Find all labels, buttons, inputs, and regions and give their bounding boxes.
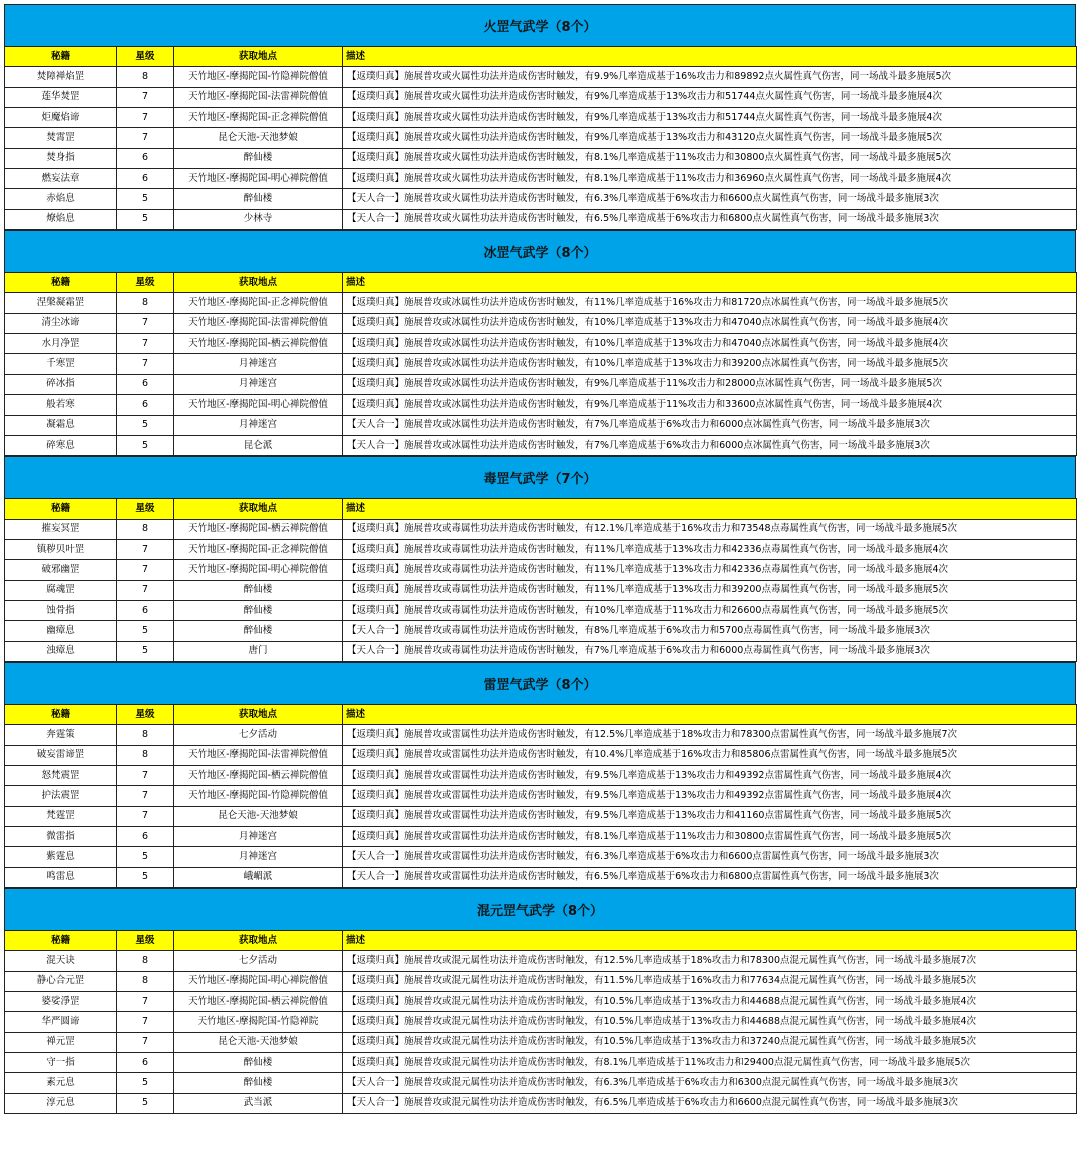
cell-desc: 【天人合一】施展普攻或混元属性功法并造成伤害时触发，有6.5%几率造成基于6%攻击力和6600点混元属性真气伤害，同一场战斗最多施展3次 <box>343 1093 1077 1113</box>
cell-desc: 【返璞归真】施展普攻或毒属性功法并造成伤害时触发，有12.1%几率造成基于16%攻击力和73548点毒属性真气伤害，同一场战斗最多施展5次 <box>343 519 1077 539</box>
header-secret: 秘籍 <box>5 931 117 951</box>
cell-name: 护法震罡 <box>5 786 117 806</box>
header-desc: 描述 <box>343 47 1077 67</box>
cell-desc: 【返璞归真】施展普攻或冰属性功法并造成伤害时触发，有10%几率造成基于13%攻击力和39200点冰属性真气伤害，同一场战斗最多施展5次 <box>343 354 1077 374</box>
cell-location: 天竹地区-摩揭陀国-栖云禅院僧值 <box>174 992 343 1012</box>
cell-star: 7 <box>117 1032 174 1052</box>
cell-desc: 【返璞归真】施展普攻或冰属性功法并造成伤害时触发，有11%几率造成基于16%攻击力和81720点冰属性真气伤害，同一场战斗最多施展5次 <box>343 293 1077 313</box>
cell-location: 峨嵋派 <box>174 867 343 887</box>
cell-star: 7 <box>117 786 174 806</box>
section-title: 混元罡气武学（8个） <box>4 888 1076 930</box>
cell-desc: 【返璞归真】施展普攻或雷属性功法并造成伤害时触发，有12.5%几率造成基于18%攻击力和78300点雷属性真气伤害，同一场战斗最多施展7次 <box>343 725 1077 745</box>
header-star: 星级 <box>117 931 174 951</box>
cell-location: 少林寺 <box>174 209 343 229</box>
cell-name: 镇秽贝叶罡 <box>5 539 117 559</box>
cell-location: 醉仙楼 <box>174 148 343 168</box>
cell-name: 焚霄罡 <box>5 128 117 148</box>
cell-star: 6 <box>117 827 174 847</box>
cell-star: 8 <box>117 293 174 313</box>
table-row <box>5 108 1077 128</box>
cell-desc: 【返璞归真】施展普攻或毒属性功法并造成伤害时触发，有10%几率造成基于11%攻击力和26600点毒属性真气伤害，同一场战斗最多施展5次 <box>343 600 1077 620</box>
table-row <box>5 1093 1077 1113</box>
cell-star: 8 <box>117 745 174 765</box>
skill-table <box>4 930 1077 1114</box>
cell-star: 8 <box>117 971 174 991</box>
header-desc: 描述 <box>343 499 1077 519</box>
cell-name: 碎冰指 <box>5 374 117 394</box>
cell-star: 7 <box>117 580 174 600</box>
cell-desc: 【返璞归真】施展普攻或雷属性功法并造成伤害时触发，有9.5%几率造成基于13%攻击力和49392点雷属性真气伤害，同一场战斗最多施展4次 <box>343 786 1077 806</box>
cell-name: 千寒罡 <box>5 354 117 374</box>
cell-star: 5 <box>117 867 174 887</box>
cell-name: 赤焰息 <box>5 189 117 209</box>
header-secret: 秘籍 <box>5 273 117 293</box>
cell-location: 天竹地区-摩揭陀国-法雷禅院僧值 <box>174 313 343 333</box>
header-row <box>5 273 1077 293</box>
cell-star: 6 <box>117 600 174 620</box>
cell-desc: 【返璞归真】施展普攻或混元属性功法并造成伤害时触发，有10.5%几率造成基于13%攻击力和37240点混元属性真气伤害，同一场战斗最多施展5次 <box>343 1032 1077 1052</box>
cell-location: 醉仙楼 <box>174 580 343 600</box>
cell-location: 天竹地区-摩揭陀国-栖云禅院僧值 <box>174 519 343 539</box>
cell-star: 6 <box>117 1053 174 1073</box>
cell-desc: 【返璞归真】施展普攻或毒属性功法并造成伤害时触发，有11%几率造成基于13%攻击力和39200点毒属性真气伤害，同一场战斗最多施展5次 <box>343 580 1077 600</box>
cell-desc: 【返璞归真】施展普攻或混元属性功法并造成伤害时触发，有12.5%几率造成基于18%攻击力和78300点混元属性真气伤害，同一场战斗最多施展7次 <box>343 951 1077 971</box>
cell-name: 守一指 <box>5 1053 117 1073</box>
cell-desc: 【返璞归真】施展普攻或雷属性功法并造成伤害时触发，有10.4%几率造成基于16%攻击力和85806点雷属性真气伤害，同一场战斗最多施展5次 <box>343 745 1077 765</box>
header-row <box>5 704 1077 724</box>
table-row <box>5 1053 1077 1073</box>
skill-table <box>4 272 1077 456</box>
cell-star: 5 <box>117 1093 174 1113</box>
cell-star: 6 <box>117 148 174 168</box>
table-row <box>5 87 1077 107</box>
cell-location: 天竹地区-摩揭陀国-明心禅院僧值 <box>174 971 343 991</box>
cell-desc: 【天人合一】施展普攻或雷属性功法并造成伤害时触发，有6.3%几率造成基于6%攻击力和6600点雷属性真气伤害，同一场战斗最多施展3次 <box>343 847 1077 867</box>
cell-name: 鸣雷息 <box>5 867 117 887</box>
cell-name: 紫霆息 <box>5 847 117 867</box>
cell-location: 月神迷宫 <box>174 847 343 867</box>
cell-desc: 【返璞归真】施展普攻或毒属性功法并造成伤害时触发，有11%几率造成基于13%攻击力和42336点毒属性真气伤害，同一场战斗最多施展4次 <box>343 560 1077 580</box>
section <box>4 230 1076 456</box>
cell-name: 炬魔焰谛 <box>5 108 117 128</box>
cell-location: 天竹地区-摩揭陀国-法雷禅院僧值 <box>174 745 343 765</box>
table-row <box>5 745 1077 765</box>
section-title: 雷罡气武学（8个） <box>4 662 1076 704</box>
spreadsheet <box>4 4 1076 1114</box>
cell-desc: 【返璞归真】施展普攻或雷属性功法并造成伤害时触发，有8.1%几率造成基于11%攻击力和30800点雷属性真气伤害，同一场战斗最多施展5次 <box>343 827 1077 847</box>
table-row <box>5 67 1077 87</box>
cell-location: 月神迷宫 <box>174 415 343 435</box>
header-location: 获取地点 <box>174 931 343 951</box>
cell-star: 7 <box>117 313 174 333</box>
cell-name: 梵霆罡 <box>5 806 117 826</box>
section-title: 冰罡气武学（8个） <box>4 230 1076 272</box>
cell-star: 6 <box>117 169 174 189</box>
table-row <box>5 600 1077 620</box>
cell-location: 七夕活动 <box>174 951 343 971</box>
cell-star: 7 <box>117 128 174 148</box>
cell-name: 怒梵震罡 <box>5 765 117 785</box>
cell-star: 7 <box>117 87 174 107</box>
cell-name: 浊瘴息 <box>5 641 117 661</box>
cell-desc: 【返璞归真】施展普攻或火属性功法并造成伤害时触发，有9.9%几率造成基于16%攻击力和89892点火属性真气伤害，同一场战斗最多施展5次 <box>343 67 1077 87</box>
cell-location: 天竹地区-摩揭陀国-明心禅院僧值 <box>174 169 343 189</box>
table-row <box>5 293 1077 313</box>
cell-desc: 【返璞归真】施展普攻或火属性功法并造成伤害时触发，有9%几率造成基于13%攻击力和51744点火属性真气伤害，同一场战斗最多施展4次 <box>343 87 1077 107</box>
cell-star: 5 <box>117 847 174 867</box>
table-row <box>5 374 1077 394</box>
header-row <box>5 499 1077 519</box>
cell-location: 天竹地区-摩揭陀国-栖云禅院僧值 <box>174 334 343 354</box>
cell-star: 5 <box>117 641 174 661</box>
table-row <box>5 992 1077 1012</box>
skill-table <box>4 704 1077 888</box>
cell-desc: 【返璞归真】施展普攻或雷属性功法并造成伤害时触发，有9.5%几率造成基于13%攻击力和49392点雷属性真气伤害，同一场战斗最多施展4次 <box>343 765 1077 785</box>
table-row <box>5 580 1077 600</box>
cell-location: 昆仑派 <box>174 435 343 455</box>
cell-name: 素元息 <box>5 1073 117 1093</box>
cell-name: 清尘冰谛 <box>5 313 117 333</box>
cell-name: 微雷指 <box>5 827 117 847</box>
cell-star: 7 <box>117 806 174 826</box>
table-row <box>5 560 1077 580</box>
cell-desc: 【返璞归真】施展普攻或火属性功法并造成伤害时触发，有8.1%几率造成基于11%攻击力和36960点火属性真气伤害，同一场战斗最多施展4次 <box>343 169 1077 189</box>
header-secret: 秘籍 <box>5 499 117 519</box>
header-location: 获取地点 <box>174 704 343 724</box>
cell-location: 天竹地区-摩揭陀国-竹隐禅院 <box>174 1012 343 1032</box>
cell-location: 醉仙楼 <box>174 189 343 209</box>
cell-name: 涅槃凝霜罡 <box>5 293 117 313</box>
cell-name: 焚障禅焰罡 <box>5 67 117 87</box>
table-row <box>5 621 1077 641</box>
header-secret: 秘籍 <box>5 47 117 67</box>
header-desc: 描述 <box>343 931 1077 951</box>
table-row <box>5 435 1077 455</box>
section <box>4 888 1076 1114</box>
cell-desc: 【返璞归真】施展普攻或毒属性功法并造成伤害时触发，有11%几率造成基于13%攻击力和42336点毒属性真气伤害，同一场战斗最多施展4次 <box>343 539 1077 559</box>
table-row <box>5 519 1077 539</box>
cell-name: 破邪幽罡 <box>5 560 117 580</box>
cell-star: 7 <box>117 992 174 1012</box>
header-star: 星级 <box>117 499 174 519</box>
table-row <box>5 1073 1077 1093</box>
header-location: 获取地点 <box>174 47 343 67</box>
cell-star: 8 <box>117 725 174 745</box>
cell-desc: 【返璞归真】施展普攻或冰属性功法并造成伤害时触发，有9%几率造成基于11%攻击力和28000点冰属性真气伤害，同一场战斗最多施展5次 <box>343 374 1077 394</box>
cell-star: 6 <box>117 374 174 394</box>
cell-name: 混天诀 <box>5 951 117 971</box>
cell-desc: 【天人合一】施展普攻或雷属性功法并造成伤害时触发，有6.5%几率造成基于6%攻击力和6800点雷属性真气伤害，同一场战斗最多施展3次 <box>343 867 1077 887</box>
cell-name: 华严圆谛 <box>5 1012 117 1032</box>
cell-star: 7 <box>117 334 174 354</box>
cell-location: 天竹地区-摩揭陀国-正念禅院僧值 <box>174 539 343 559</box>
cell-location: 月神迷宫 <box>174 827 343 847</box>
header-location: 获取地点 <box>174 499 343 519</box>
cell-name: 燎焰息 <box>5 209 117 229</box>
cell-name: 摧妄冥罡 <box>5 519 117 539</box>
cell-desc: 【返璞归真】施展普攻或冰属性功法并造成伤害时触发，有10%几率造成基于13%攻击力和47040点冰属性真气伤害，同一场战斗最多施展4次 <box>343 334 1077 354</box>
cell-star: 5 <box>117 415 174 435</box>
cell-desc: 【天人合一】施展普攻或火属性功法并造成伤害时触发，有6.5%几率造成基于6%攻击力和6800点火属性真气伤害，同一场战斗最多施展3次 <box>343 209 1077 229</box>
cell-desc: 【返璞归真】施展普攻或火属性功法并造成伤害时触发，有9%几率造成基于13%攻击力和43120点火属性真气伤害，同一场战斗最多施展5次 <box>343 128 1077 148</box>
table-row <box>5 415 1077 435</box>
cell-location: 天竹地区-摩揭陀国-竹隐禅院僧值 <box>174 786 343 806</box>
cell-star: 7 <box>117 539 174 559</box>
table-row <box>5 334 1077 354</box>
cell-desc: 【返璞归真】施展普攻或混元属性功法并造成伤害时触发，有8.1%几率造成基于11%攻击力和29400点混元属性真气伤害，同一场战斗最多施展5次 <box>343 1053 1077 1073</box>
cell-name: 腐魂罡 <box>5 580 117 600</box>
table-row <box>5 847 1077 867</box>
cell-star: 5 <box>117 1073 174 1093</box>
table-row <box>5 765 1077 785</box>
table-row <box>5 971 1077 991</box>
cell-star: 8 <box>117 67 174 87</box>
cell-name: 幽瘴息 <box>5 621 117 641</box>
cell-name: 奔霆策 <box>5 725 117 745</box>
cell-location: 昆仑天池-天池梦娘 <box>174 1032 343 1052</box>
cell-location: 昆仑天池-天池梦娘 <box>174 128 343 148</box>
skill-table <box>4 46 1077 230</box>
cell-name: 焚身指 <box>5 148 117 168</box>
cell-location: 醉仙楼 <box>174 1053 343 1073</box>
cell-name: 水月净罡 <box>5 334 117 354</box>
cell-location: 月神迷宫 <box>174 374 343 394</box>
table-row <box>5 539 1077 559</box>
table-row <box>5 395 1077 415</box>
table-row <box>5 1032 1077 1052</box>
table-row <box>5 641 1077 661</box>
cell-desc: 【天人合一】施展普攻或冰属性功法并造成伤害时触发，有7%几率造成基于6%攻击力和6000点冰属性真气伤害，同一场战斗最多施展3次 <box>343 415 1077 435</box>
cell-name: 般若寒 <box>5 395 117 415</box>
cell-star: 8 <box>117 951 174 971</box>
table-row <box>5 827 1077 847</box>
cell-location: 天竹地区-摩揭陀国-正念禅院僧值 <box>174 293 343 313</box>
cell-desc: 【返璞归真】施展普攻或混元属性功法并造成伤害时触发，有10.5%几率造成基于13%攻击力和44688点混元属性真气伤害，同一场战斗最多施展4次 <box>343 1012 1077 1032</box>
table-row <box>5 128 1077 148</box>
header-star: 星级 <box>117 704 174 724</box>
cell-name: 静心合元罡 <box>5 971 117 991</box>
cell-name: 淳元息 <box>5 1093 117 1113</box>
cell-star: 7 <box>117 560 174 580</box>
cell-location: 醉仙楼 <box>174 600 343 620</box>
cell-desc: 【返璞归真】施展普攻或冰属性功法并造成伤害时触发，有10%几率造成基于13%攻击力和47040点冰属性真气伤害，同一场战斗最多施展4次 <box>343 313 1077 333</box>
table-row <box>5 806 1077 826</box>
cell-name: 破妄雷谛罡 <box>5 745 117 765</box>
cell-desc: 【返璞归真】施展普攻或混元属性功法并造成伤害时触发，有11.5%几率造成基于16%攻击力和77634点混元属性真气伤害，同一场战斗最多施展5次 <box>343 971 1077 991</box>
header-star: 星级 <box>117 47 174 67</box>
cell-location: 天竹地区-摩揭陀国-竹隐禅院僧值 <box>174 67 343 87</box>
table-row <box>5 786 1077 806</box>
cell-location: 醉仙楼 <box>174 621 343 641</box>
cell-star: 7 <box>117 1012 174 1032</box>
cell-location: 昆仑天池-天池梦娘 <box>174 806 343 826</box>
cell-desc: 【返璞归真】施展普攻或火属性功法并造成伤害时触发，有8.1%几率造成基于11%攻击力和30800点火属性真气伤害，同一场战斗最多施展5次 <box>343 148 1077 168</box>
header-row <box>5 47 1077 67</box>
cell-name: 碎寒息 <box>5 435 117 455</box>
cell-name: 燃妄法章 <box>5 169 117 189</box>
table-row <box>5 169 1077 189</box>
cell-desc: 【天人合一】施展普攻或混元属性功法并造成伤害时触发，有6.3%几率造成基于6%攻击力和6300点混元属性真气伤害，同一场战斗最多施展3次 <box>343 1073 1077 1093</box>
cell-name: 凝霜息 <box>5 415 117 435</box>
table-row <box>5 313 1077 333</box>
table-row <box>5 1012 1077 1032</box>
skill-table <box>4 498 1077 662</box>
table-row <box>5 148 1077 168</box>
cell-name: 莲华焚罡 <box>5 87 117 107</box>
cell-desc: 【天人合一】施展普攻或毒属性功法并造成伤害时触发，有7%几率造成基于6%攻击力和6000点毒属性真气伤害，同一场战斗最多施展3次 <box>343 641 1077 661</box>
cell-desc: 【返璞归真】施展普攻或冰属性功法并造成伤害时触发，有9%几率造成基于11%攻击力和33600点冰属性真气伤害，同一场战斗最多施展4次 <box>343 395 1077 415</box>
section-title: 火罡气武学（8个） <box>4 4 1076 46</box>
header-desc: 描述 <box>343 704 1077 724</box>
table-row <box>5 209 1077 229</box>
section-title: 毒罡气武学（7个） <box>4 456 1076 498</box>
table-row <box>5 189 1077 209</box>
cell-location: 醉仙楼 <box>174 1073 343 1093</box>
cell-star: 7 <box>117 765 174 785</box>
cell-location: 天竹地区-摩揭陀国-明心禅院僧值 <box>174 395 343 415</box>
cell-star: 5 <box>117 189 174 209</box>
cell-star: 6 <box>117 395 174 415</box>
cell-name: 婆娑淨罡 <box>5 992 117 1012</box>
cell-star: 5 <box>117 621 174 641</box>
cell-location: 七夕活动 <box>174 725 343 745</box>
cell-location: 月神迷宫 <box>174 354 343 374</box>
cell-location: 唐门 <box>174 641 343 661</box>
cell-desc: 【天人合一】施展普攻或毒属性功法并造成伤害时触发，有8%几率造成基于6%攻击力和5700点毒属性真气伤害，同一场战斗最多施展3次 <box>343 621 1077 641</box>
cell-desc: 【天人合一】施展普攻或冰属性功法并造成伤害时触发，有7%几率造成基于6%攻击力和6000点冰属性真气伤害，同一场战斗最多施展3次 <box>343 435 1077 455</box>
cell-location: 武当派 <box>174 1093 343 1113</box>
cell-location: 天竹地区-摩揭陀国-栖云禅院僧值 <box>174 765 343 785</box>
cell-location: 天竹地区-摩揭陀国-正念禅院僧值 <box>174 108 343 128</box>
cell-star: 5 <box>117 209 174 229</box>
cell-desc: 【返璞归真】施展普攻或混元属性功法并造成伤害时触发，有10.5%几率造成基于13%攻击力和44688点混元属性真气伤害，同一场战斗最多施展4次 <box>343 992 1077 1012</box>
cell-star: 7 <box>117 354 174 374</box>
cell-star: 7 <box>117 108 174 128</box>
cell-name: 禅元罡 <box>5 1032 117 1052</box>
table-row <box>5 867 1077 887</box>
cell-desc: 【天人合一】施展普攻或火属性功法并造成伤害时触发，有6.3%几率造成基于6%攻击力和6600点火属性真气伤害，同一场战斗最多施展3次 <box>343 189 1077 209</box>
table-row <box>5 354 1077 374</box>
header-row <box>5 931 1077 951</box>
header-star: 星级 <box>117 273 174 293</box>
cell-location: 天竹地区-摩揭陀国-法雷禅院僧值 <box>174 87 343 107</box>
cell-desc: 【返璞归真】施展普攻或火属性功法并造成伤害时触发，有9%几率造成基于13%攻击力和51744点火属性真气伤害，同一场战斗最多施展4次 <box>343 108 1077 128</box>
cell-desc: 【返璞归真】施展普攻或雷属性功法并造成伤害时触发，有9.5%几率造成基于13%攻击力和41160点雷属性真气伤害，同一场战斗最多施展5次 <box>343 806 1077 826</box>
section <box>4 4 1076 230</box>
table-row <box>5 725 1077 745</box>
cell-star: 5 <box>117 435 174 455</box>
header-secret: 秘籍 <box>5 704 117 724</box>
header-location: 获取地点 <box>174 273 343 293</box>
table-row <box>5 951 1077 971</box>
cell-star: 8 <box>117 519 174 539</box>
section <box>4 456 1076 662</box>
cell-location: 天竹地区-摩揭陀国-明心禅院僧值 <box>174 560 343 580</box>
cell-name: 蚀骨指 <box>5 600 117 620</box>
header-desc: 描述 <box>343 273 1077 293</box>
section <box>4 662 1076 888</box>
